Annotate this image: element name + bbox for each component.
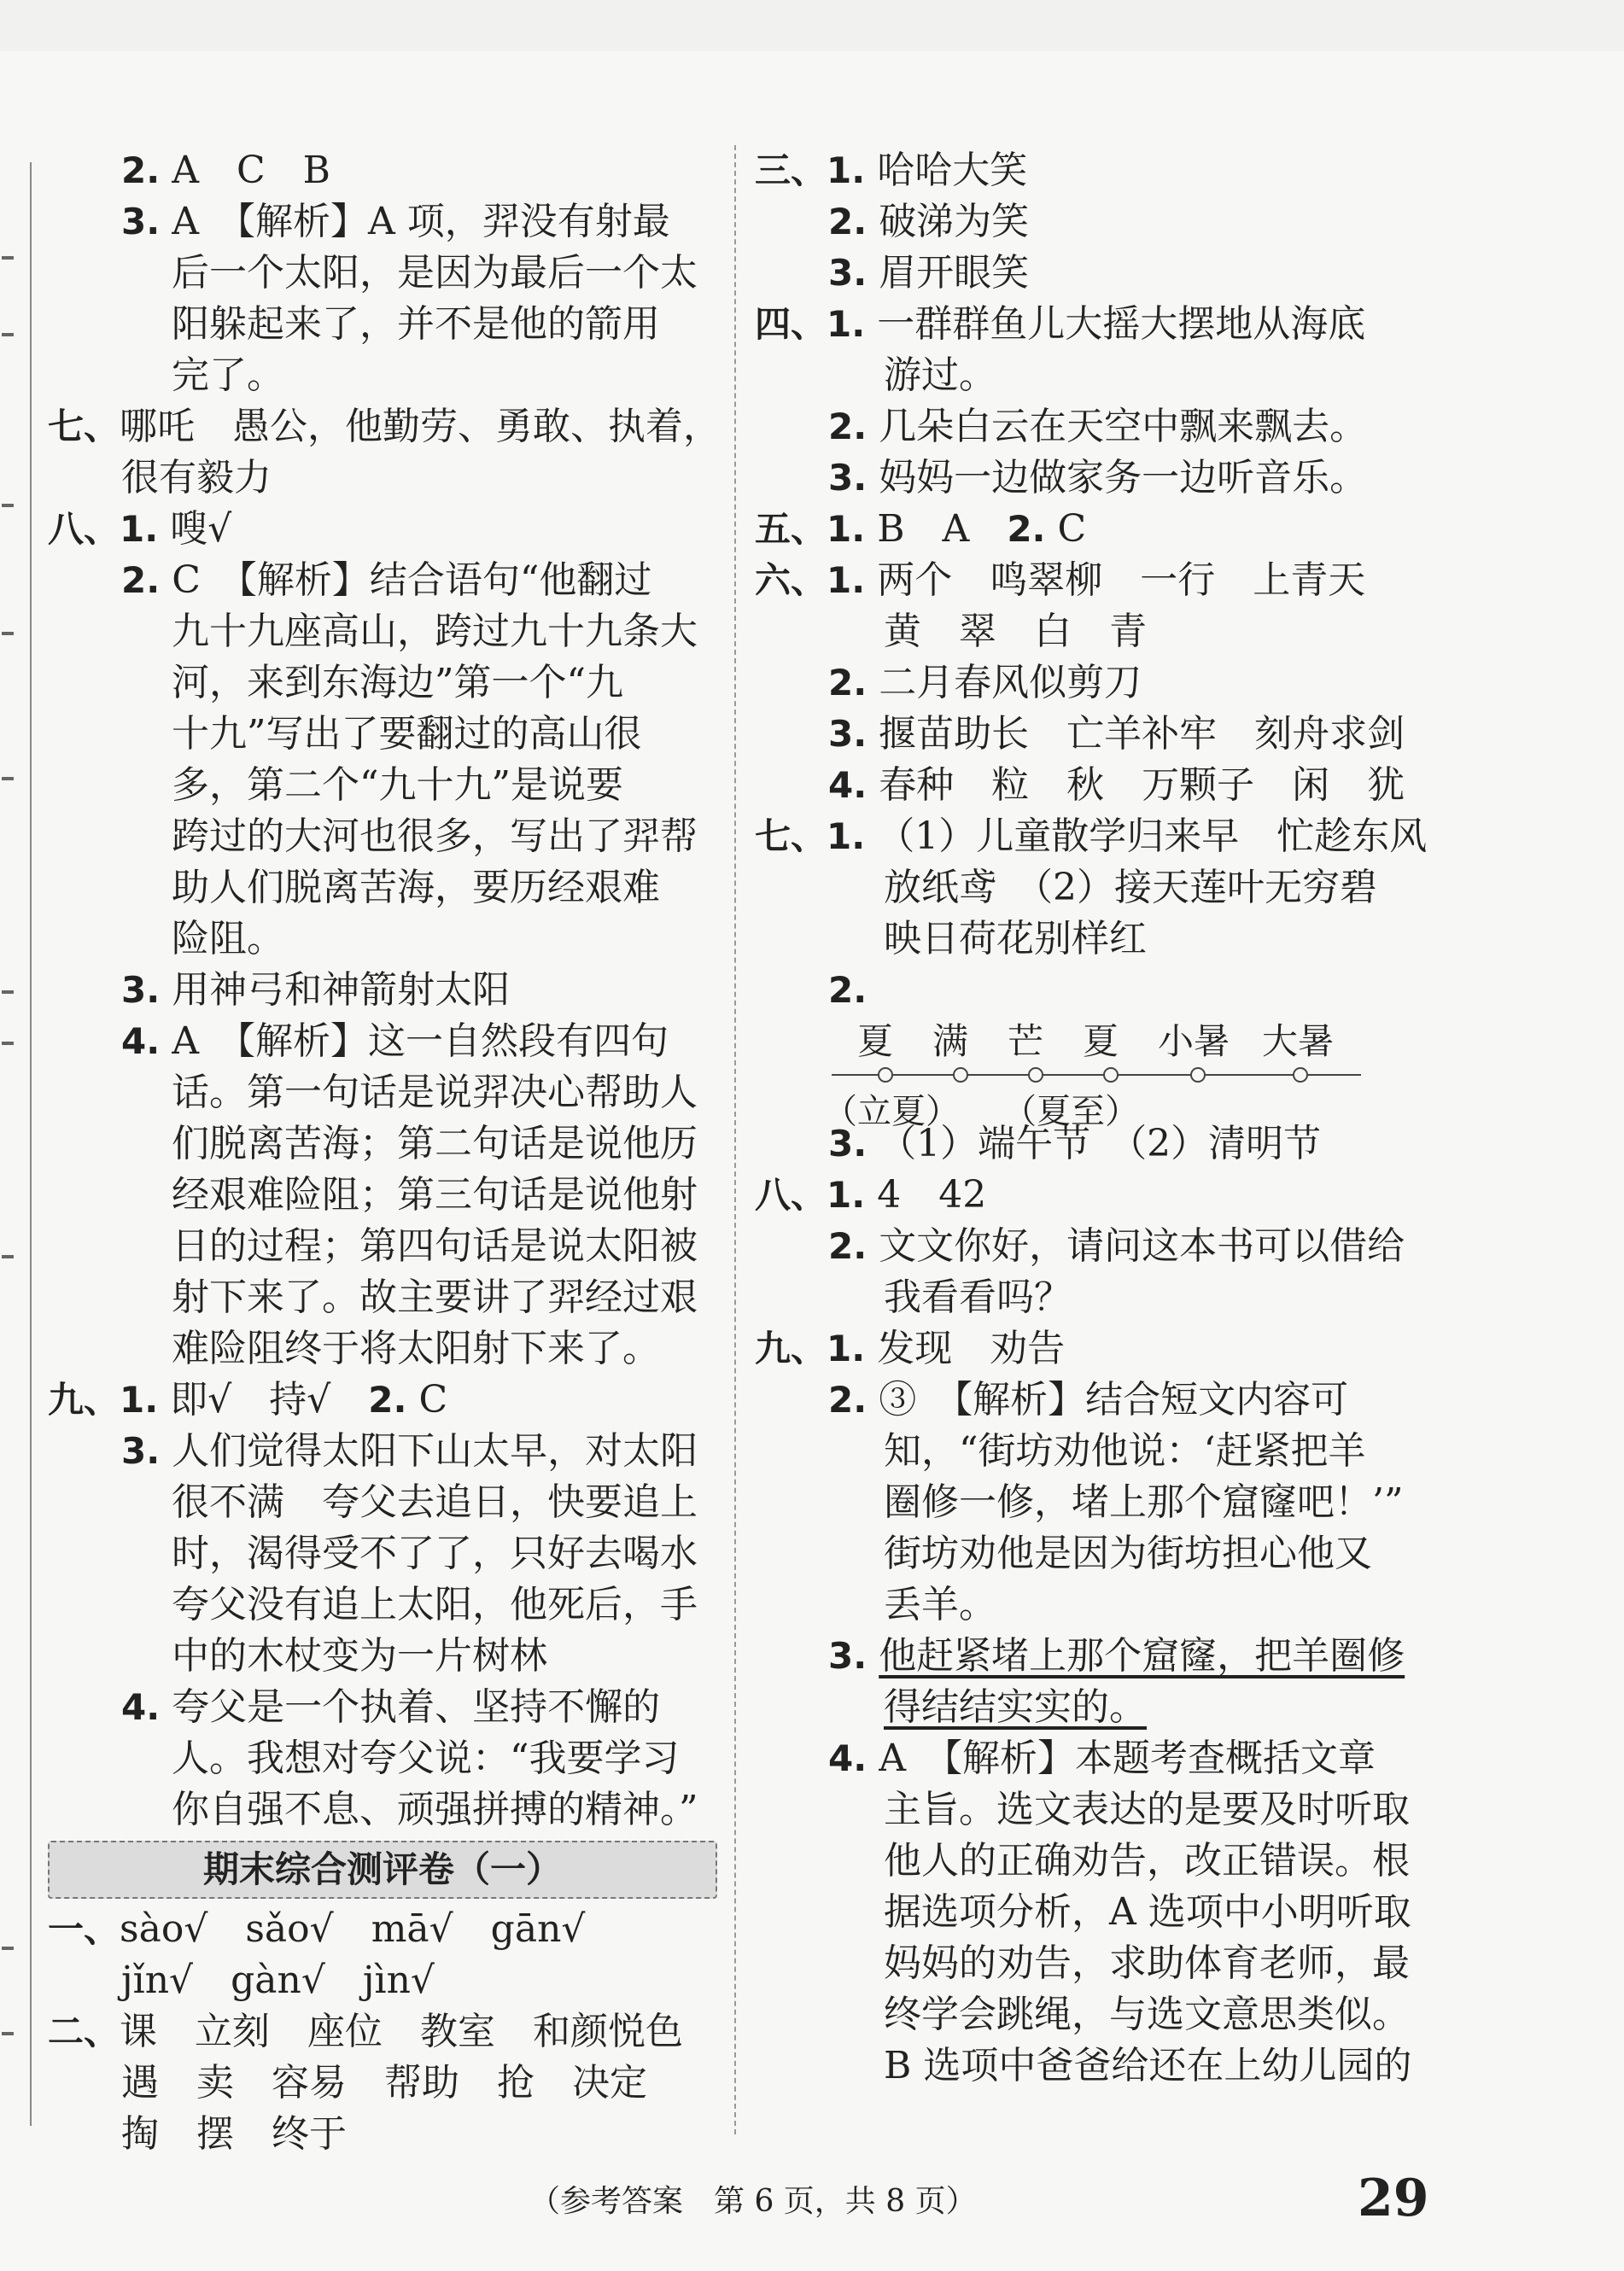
answer-line: 九、1. 发现 劝告 — [755, 1327, 1066, 1370]
answer-line: 三、1. 哈哈大笑 — [755, 149, 1028, 192]
answer-line: 射下来了。故主要讲了羿经过艰 — [172, 1276, 698, 1319]
timeline-label: 小暑 — [1158, 1020, 1230, 1062]
answer-line: 3. （1）端午节 （2）清明节 — [828, 1122, 1322, 1165]
answer-line: 遇 卖 容易 帮助 抢 决定 — [121, 2061, 647, 2105]
answer-line: 2. 二月春风似剪刀 — [828, 661, 1142, 704]
answer-line: 四、1. 一群群鱼儿大摇大摆地从海底 — [755, 302, 1366, 346]
answer-line: 2. A C B — [121, 149, 330, 192]
left-column — [48, 145, 731, 2160]
answer-line: 助人们脱离苦海，要历经艰难 — [172, 866, 660, 909]
answer-line: 2. C 【解析】结合语句“他翻过 — [121, 558, 652, 602]
answer-line: 很有毅力 — [121, 456, 272, 499]
answer-line: 河，来到东海边”第一个“九 — [172, 661, 623, 704]
answer-line: 掏 摆 终于 — [121, 2112, 347, 2156]
answer-line: 九十九座高山，跨过九十九条大 — [172, 610, 698, 653]
answer-line: 后一个太阳，是因为最后一个太 — [172, 251, 698, 295]
left-binding-edge — [0, 102, 19, 2151]
answer-line: 中的木杖变为一片树林 — [172, 1634, 547, 1678]
answer-line: 五、1. B A 2. C — [755, 507, 1087, 551]
answer-line: 日的过程；第四句话是说太阳被 — [172, 1224, 698, 1268]
answer-line: 街坊劝他是因为街坊担心他又 — [884, 1532, 1372, 1575]
timeline-answer: （夏至） — [1002, 1092, 1139, 1131]
page-number: 29 — [1358, 2169, 1429, 2228]
timeline-dot — [953, 1067, 968, 1083]
answer-line: 他人的正确劝告，改正错误。根 — [884, 1839, 1410, 1883]
timeline-dot — [1190, 1067, 1206, 1083]
answer-line: 2. 破涕为笑 — [828, 200, 1030, 243]
answer-line: 人。我想对夸父说：“我要学习 — [172, 1737, 680, 1780]
answer-line: 2. 几朵白云在天空中飘来飘去。 — [828, 405, 1368, 448]
timeline-dot — [1293, 1067, 1308, 1083]
footer-caption: （参考答案 第 6 页，共 8 页） — [529, 2184, 977, 2219]
answer-line: 我看看吗？ — [884, 1276, 1072, 1319]
answer-line: 主旨。选文表达的是要及时听取 — [884, 1788, 1410, 1831]
answer-line: 映日荷花别样红 — [884, 917, 1147, 960]
answer-line: 2. — [828, 969, 867, 1011]
answer-line: 2. ③ 【解析】结合短文内容可 — [828, 1378, 1349, 1422]
timeline-dot — [878, 1067, 893, 1083]
answer-line: 终学会跳绳，与选文意思类似。 — [884, 1993, 1410, 2036]
answer-line: 放纸鸢 （2）接天莲叶无穷碧 — [884, 866, 1377, 909]
answer-line: 九、1. 即√ 持√ 2. C — [48, 1378, 448, 1422]
answer-line: 3. 揠苗助长 亡羊补牢 刻舟求剑 — [828, 712, 1405, 756]
answer-line: 丢羊。 — [884, 1583, 996, 1626]
timeline-label: 夏 — [1083, 1020, 1119, 1062]
answer-line: 妈妈的劝告，求助体育老师，最 — [884, 1941, 1410, 1985]
answer-line: 3. 他赶紧堵上那个窟窿，把羊圈修 — [828, 1634, 1405, 1678]
answer-line: 很不满 夸父去追日，快要追上 — [172, 1480, 698, 1524]
answer-line: 跨过的大河也很多，写出了羿帮 — [172, 814, 698, 858]
answer-line: 十九”写出了要翻过的高山很 — [172, 712, 642, 756]
answer-line: 时，渴得受不了了，只好去喝水 — [172, 1532, 698, 1575]
answer-line: 4. A 【解析】这一自然段有四句 — [121, 1019, 669, 1063]
answer-line: 4. 夸父是一个执着、坚持不懈的 — [121, 1685, 661, 1729]
answer-line: 3. 眉开眼笑 — [828, 251, 1030, 295]
timeline-label: 满 — [932, 1020, 969, 1062]
timeline-line — [832, 1074, 1361, 1076]
timeline-label: 夏 — [857, 1020, 894, 1062]
answer-line: 知，“街坊劝他说：‘赶紧把羊 — [884, 1429, 1366, 1473]
section-title: 期末综合测评卷（一） — [48, 1841, 717, 1899]
solar-term-timeline — [823, 1016, 1429, 1131]
answer-line: 二、课 立刻 座位 教室 和颜悦色 — [48, 2010, 684, 2053]
answer-line: 八、1. 嗖√ — [48, 507, 232, 551]
answer-line: 一、sào√ sǎo√ mā√ gān√ — [48, 1907, 586, 1951]
timeline-answer: （立夏） — [823, 1092, 960, 1131]
answer-line: 得结结实实的。 — [884, 1685, 1147, 1729]
answer-line: 七、哪吒 愚公，他勤劳、勇敢、执着， — [48, 405, 721, 448]
answer-line: 难险阻终于将太阳射下来了。 — [172, 1327, 660, 1370]
answer-line: 4. A 【解析】本题考查概括文章 — [828, 1737, 1376, 1780]
answer-line: 经艰难险阻；第三句话是说他射 — [172, 1173, 698, 1217]
answer-line: 多，第二个“九十九”是说要 — [172, 763, 623, 807]
answer-line: jǐn√ gàn√ jìn√ — [121, 1959, 435, 2002]
timeline-label: 芒 — [1008, 1020, 1044, 1062]
answer-line: 夸父没有追上太阳，他死后，手 — [172, 1583, 698, 1626]
answer-line: 阳躲起来了，并不是他的箭用 — [172, 302, 660, 346]
answer-line: 游过。 — [884, 353, 996, 397]
answer-line: 4. 春种 粒 秋 万颗子 闲 犹 — [828, 763, 1405, 807]
timeline-dot — [1103, 1067, 1119, 1083]
timeline-dot — [1028, 1067, 1043, 1083]
answer-line: 黄 翠 白 青 — [884, 610, 1147, 653]
timeline-label: 大暑 — [1262, 1020, 1335, 1062]
answer-line: B 选项中爸爸给还在上幼儿园的 — [884, 2044, 1412, 2087]
answer-line: 3. A 【解析】A 项，羿没有射最 — [121, 200, 670, 243]
answer-line: 3. 用神弓和神箭射太阳 — [121, 968, 511, 1012]
answer-line: 话。第一句话是说羿决心帮助人 — [172, 1071, 698, 1114]
answer-line: 完了。 — [172, 353, 284, 397]
answer-line: 六、1. 两个 鸣翠柳 一行 上青天 — [755, 558, 1366, 602]
answer-line: 七、1. （1）儿童散学归来早 忙趁东风 — [755, 814, 1428, 858]
answer-line: 险阻。 — [172, 917, 284, 960]
answer-line: 你自强不息、顽强拼搏的精神。” — [172, 1788, 698, 1831]
top-margin — [0, 0, 1624, 51]
answer-line: 3. 妈妈一边做家务一边听音乐。 — [828, 456, 1368, 499]
column-divider — [734, 145, 736, 2134]
left-rule — [30, 162, 32, 2126]
answer-line: 们脱离苦海；第二句话是说他历 — [172, 1122, 698, 1165]
answer-line: 2. 文文你好，请问这本书可以借给 — [828, 1224, 1405, 1268]
right-column — [755, 145, 1438, 2092]
answer-line: 据选项分析，A 选项中小明听取 — [884, 1890, 1411, 1934]
answer-line: 3. 人们觉得太阳下山太早，对太阳 — [121, 1429, 698, 1473]
page-footer — [0, 2169, 1624, 2228]
answer-line: 八、1. 4 42 — [755, 1173, 987, 1217]
answer-line: 圈修一修，堵上那个窟窿吧！’” — [884, 1480, 1404, 1524]
